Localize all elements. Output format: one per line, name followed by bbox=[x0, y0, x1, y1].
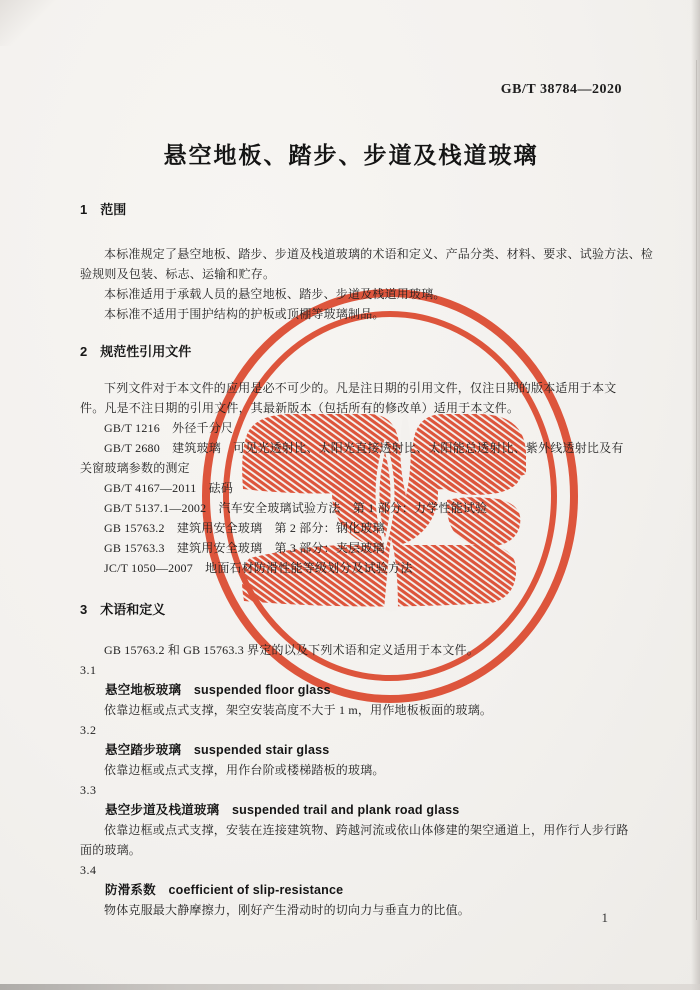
section-2-heading bbox=[80, 342, 622, 362]
document-title: 悬空地板、踏步、步道及栈道玻璃 bbox=[163, 142, 539, 168]
text-line: 本标准规定了悬空地板、踏步、步道及栈道玻璃的术语和定义、产品分类、材料、要求、试验方法、检 bbox=[104, 247, 654, 261]
section-3-title: 术语和定义 bbox=[100, 602, 166, 617]
text-line: 悬空步道及栈道玻璃 suspended trail and plank road glass bbox=[105, 803, 460, 817]
section-2-body bbox=[80, 378, 622, 578]
text-line: JC/T 1050—2007 地面石材防滑性能等级划分及试验方法 bbox=[104, 561, 413, 575]
text-line: 3.3 bbox=[80, 783, 97, 797]
text-line: 物体克服最大静摩擦力，刚好产生滑动时的切向力与垂直力的比值。 bbox=[104, 903, 471, 917]
section-3-body bbox=[80, 640, 629, 920]
text-line: GB 15763.3 建筑用安全玻璃 第 3 部分：夹层玻璃 bbox=[104, 541, 385, 555]
text-line: 悬空踏步玻璃 suspended stair glass bbox=[105, 743, 330, 757]
page-number: 1 bbox=[601, 910, 608, 925]
section-3-heading bbox=[80, 600, 622, 620]
text-line: 下列文件对于本文件的应用是必不可少的。凡是注日期的引用文件，仅注日期的版本适用于本文 bbox=[104, 381, 617, 395]
section-scope bbox=[80, 200, 654, 324]
text-line: 本标准不适用于围护结构的护板或顶棚等玻璃制品。 bbox=[104, 307, 385, 321]
section-1-title: 范围 bbox=[100, 202, 127, 217]
text-line: 3.2 bbox=[80, 723, 97, 737]
section-terms-definitions bbox=[80, 600, 629, 920]
text-line: 关窗玻璃参数的测定 bbox=[80, 461, 190, 475]
standard-code: GB/T 38784—2020 bbox=[500, 82, 622, 97]
text-line: 本标准适用于承载人员的悬空地板、踏步、步道及栈道用玻璃。 bbox=[104, 287, 446, 301]
text-line: 依靠边框或点式支撑，架空安装高度不大于 1 m，用作地板板面的玻璃。 bbox=[104, 703, 493, 717]
section-normative-references bbox=[80, 342, 622, 578]
section-1-body bbox=[80, 244, 654, 324]
section-2-title: 规范性引用文件 bbox=[100, 344, 192, 359]
text-line: GB/T 5137.1—2002 汽车安全玻璃试验方法 第 1 部分：力学性能试验 bbox=[104, 501, 488, 515]
text-line: 面的玻璃。 bbox=[80, 843, 142, 857]
text-line: GB/T 2680 建筑玻璃 可见光透射比、太阳光直接透射比、太阳能总透射比、紫外线透射比及有 bbox=[104, 441, 624, 455]
text-line: GB 15763.2 建筑用安全玻璃 第 2 部分：钢化玻璃 bbox=[104, 521, 385, 535]
text-line: GB 15763.2 和 GB 15763.3 界定的以及下列术语和定义适用于本文件。 bbox=[104, 643, 479, 657]
section-1-number: 1 bbox=[80, 202, 88, 217]
section-1-heading bbox=[80, 200, 622, 220]
text-line: 3.1 bbox=[80, 663, 97, 677]
text-line: 依靠边框或点式支撑，用作台阶或楼梯踏板的玻璃。 bbox=[104, 763, 385, 777]
section-3-number: 3 bbox=[80, 602, 88, 617]
text-line: 件。凡是不注日期的引用文件，其最新版本（包括所有的修改单）适用于本文件。 bbox=[80, 401, 520, 415]
text-line: GB/T 1216 外径千分尺 bbox=[104, 421, 234, 435]
text-line: 防滑系数 coefficient of slip-resistance bbox=[105, 883, 344, 897]
text-line: 悬空地板玻璃 suspended floor glass bbox=[105, 683, 331, 697]
text-line: 3.4 bbox=[80, 863, 97, 877]
text-line: 依靠边框或点式支撑，安装在连接建筑物、跨越河流或依山体修建的架空通道上，用作行人步行路 bbox=[104, 823, 629, 837]
section-2-number: 2 bbox=[80, 344, 88, 359]
text-line: GB/T 4167—2011 砝码 bbox=[104, 481, 234, 495]
text-line: 验规则及包装、标志、运输和贮存。 bbox=[80, 267, 276, 281]
